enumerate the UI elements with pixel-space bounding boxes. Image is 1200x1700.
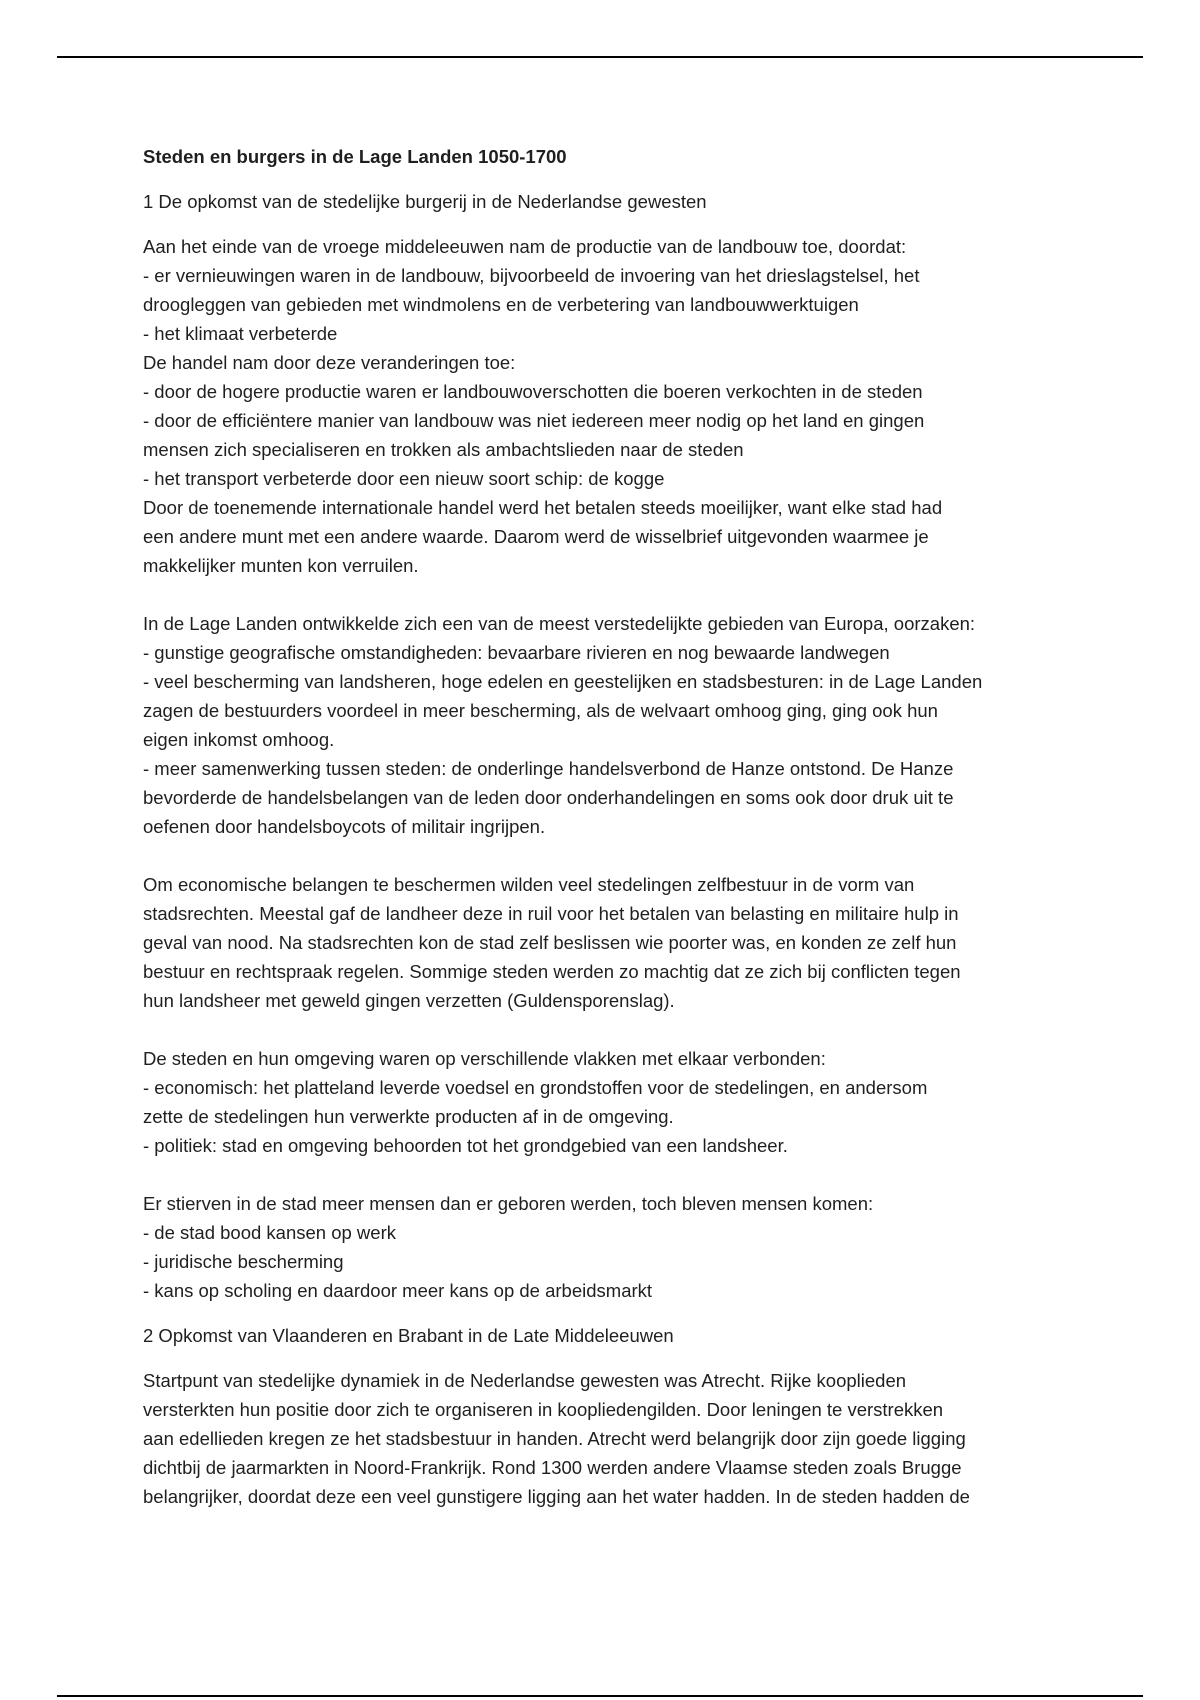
text-line: De handel nam door deze veranderingen toe: (143, 352, 516, 373)
paragraph-gap (143, 841, 1063, 870)
text-line: - er vernieuwingen waren in de landbouw, bijvoorbeeld de invoering van het drieslagstelsel, het (143, 265, 920, 286)
text-line: - het klimaat verbeterde (143, 323, 338, 344)
text-line: een andere munt met een andere waarde. Daarom werd de wisselbrief uitgevonden waarmee je (143, 526, 929, 547)
text-line: In de Lage Landen ontwikkelde zich een van de meest verstedelijkte gebieden van Europa, oorzaken: (143, 613, 976, 634)
text-line: - politiek: stad en omgeving behoorden tot het grondgebied van een landsheer. (143, 1135, 788, 1156)
text-line: - meer samenwerking tussen steden: de onderlinge handelsverbond de Hanze ontstond. De Hanze (143, 758, 954, 779)
section-1-block-4 (143, 1044, 1063, 1160)
text-line: belangrijker, doordat deze een veel gunstigere ligging aan het water hadden. In de steden hadden de (143, 1486, 970, 1507)
section-2-heading: 2 Opkomst van Vlaanderen en Brabant in de Late Middeleeuwen (143, 1325, 674, 1346)
section-2-block-1 (143, 1366, 1063, 1511)
text-line: hun landsheer met geweld gingen verzetten (Guldensporenslag). (143, 990, 675, 1011)
text-line: Door de toenemende internationale handel werd het betalen steeds moeilijker, want elke stad had (143, 497, 943, 518)
text-line: Om economische belangen te beschermen wilden veel stedelingen zelfbestuur in de vorm van (143, 874, 915, 895)
section-1-block-3 (143, 870, 1063, 1015)
section-1-block-2 (143, 609, 1063, 841)
bottom-rule (57, 1695, 1143, 1697)
paragraph-gap (143, 1160, 1063, 1189)
text-line: - het transport verbeterde door een nieuw soort schip: de kogge (143, 468, 665, 489)
text-line: zagen de bestuurders voordeel in meer bescherming, als de welvaart omhoog ging, ging ook hun (143, 700, 938, 721)
text-line: - door de hogere productie waren er landbouwoverschotten die boeren verkochten in de steden (143, 381, 923, 402)
text-line: - economisch: het platteland leverde voedsel en grondstoffen voor de stedelingen, en andersom (143, 1077, 928, 1098)
text-line: mensen zich specialiseren en trokken als ambachtslieden naar de steden (143, 439, 744, 460)
section-1-heading: 1 De opkomst van de stedelijke burgerij in de Nederlandse gewesten (143, 191, 707, 212)
text-line: Er stierven in de stad meer mensen dan er geboren werden, toch bleven mensen komen: (143, 1193, 874, 1214)
text-line: bestuur en rechtspraak regelen. Sommige steden werden zo machtig dat ze zich bij conflicten tegen (143, 961, 961, 982)
text-line: dichtbij de jaarmarkten in Noord-Frankrijk. Rond 1300 werden andere Vlaamse steden zoals Brugge (143, 1457, 962, 1478)
text-line: aan edellieden kregen ze het stadsbestuur in handen. Atrecht werd belangrijk door zijn goede ligging (143, 1428, 966, 1449)
text-line: oefenen door handelsboycots of militair ingrijpen. (143, 816, 546, 837)
text-line: eigen inkomst omhoog. (143, 729, 335, 750)
text-line: - gunstige geografische omstandigheden: bevaarbare rivieren en nog bewaarde landwegen (143, 642, 890, 663)
text-line: - door de efficiëntere manier van landbouw was niet iedereen meer nodig op het land en gingen (143, 410, 925, 431)
paragraph-gap (143, 1015, 1063, 1044)
section-1-block-5 (143, 1189, 1063, 1305)
text-line: drooglеggen van gebieden met windmolens en de verbetering van landbouwwerktuigen (143, 294, 859, 315)
text-line: Startpunt van stedelijke dynamiek in de Nederlandse gewesten was Atrecht. Rijke kooplieden (143, 1370, 907, 1391)
paragraph-gap (143, 580, 1063, 609)
text-line: - veel bescherming van landsheren, hoge edelen en geestelijken en stadsbesturen: in de Lage Landen (143, 671, 983, 692)
document-title: Steden en burgers in de Lage Landen 1050-1700 (143, 146, 567, 167)
text-line: bevorderde de handelsbelangen van de leden door onderhandelingen en soms ook door druk uit te (143, 787, 954, 808)
text-line: geval van nood. Na stadsrechten kon de stad zelf beslissen wie poorter was, en konden ze zelf hun (143, 932, 957, 953)
text-line: makkelijker munten kon verruilen. (143, 555, 419, 576)
text-line: Aan het einde van de vroege middeleeuwen nam de productie van de landbouw toe, doordat: (143, 236, 907, 257)
top-rule (57, 56, 1143, 58)
text-line: - de stad bood kansen op werk (143, 1222, 396, 1243)
section-1-block-1 (143, 232, 1063, 580)
text-line: zette de stedelingen hun verwerkte producten af in de omgeving. (143, 1106, 674, 1127)
text-line: De steden en hun omgeving waren op verschillende vlakken met elkaar verbonden: (143, 1048, 826, 1069)
text-line: - kans op scholing en daardoor meer kans op de arbeidsmarkt (143, 1280, 653, 1301)
text-line: - juridische bescherming (143, 1251, 344, 1272)
text-line: stadsrechten. Meestal gaf de landheer deze in ruil voor het betalen van belasting en militaire hulp in (143, 903, 959, 924)
text-line: versterkten hun positie door zich te organiseren in koopliedengilden. Door leningen te verstrekken (143, 1399, 944, 1420)
document-body (143, 142, 1063, 1511)
